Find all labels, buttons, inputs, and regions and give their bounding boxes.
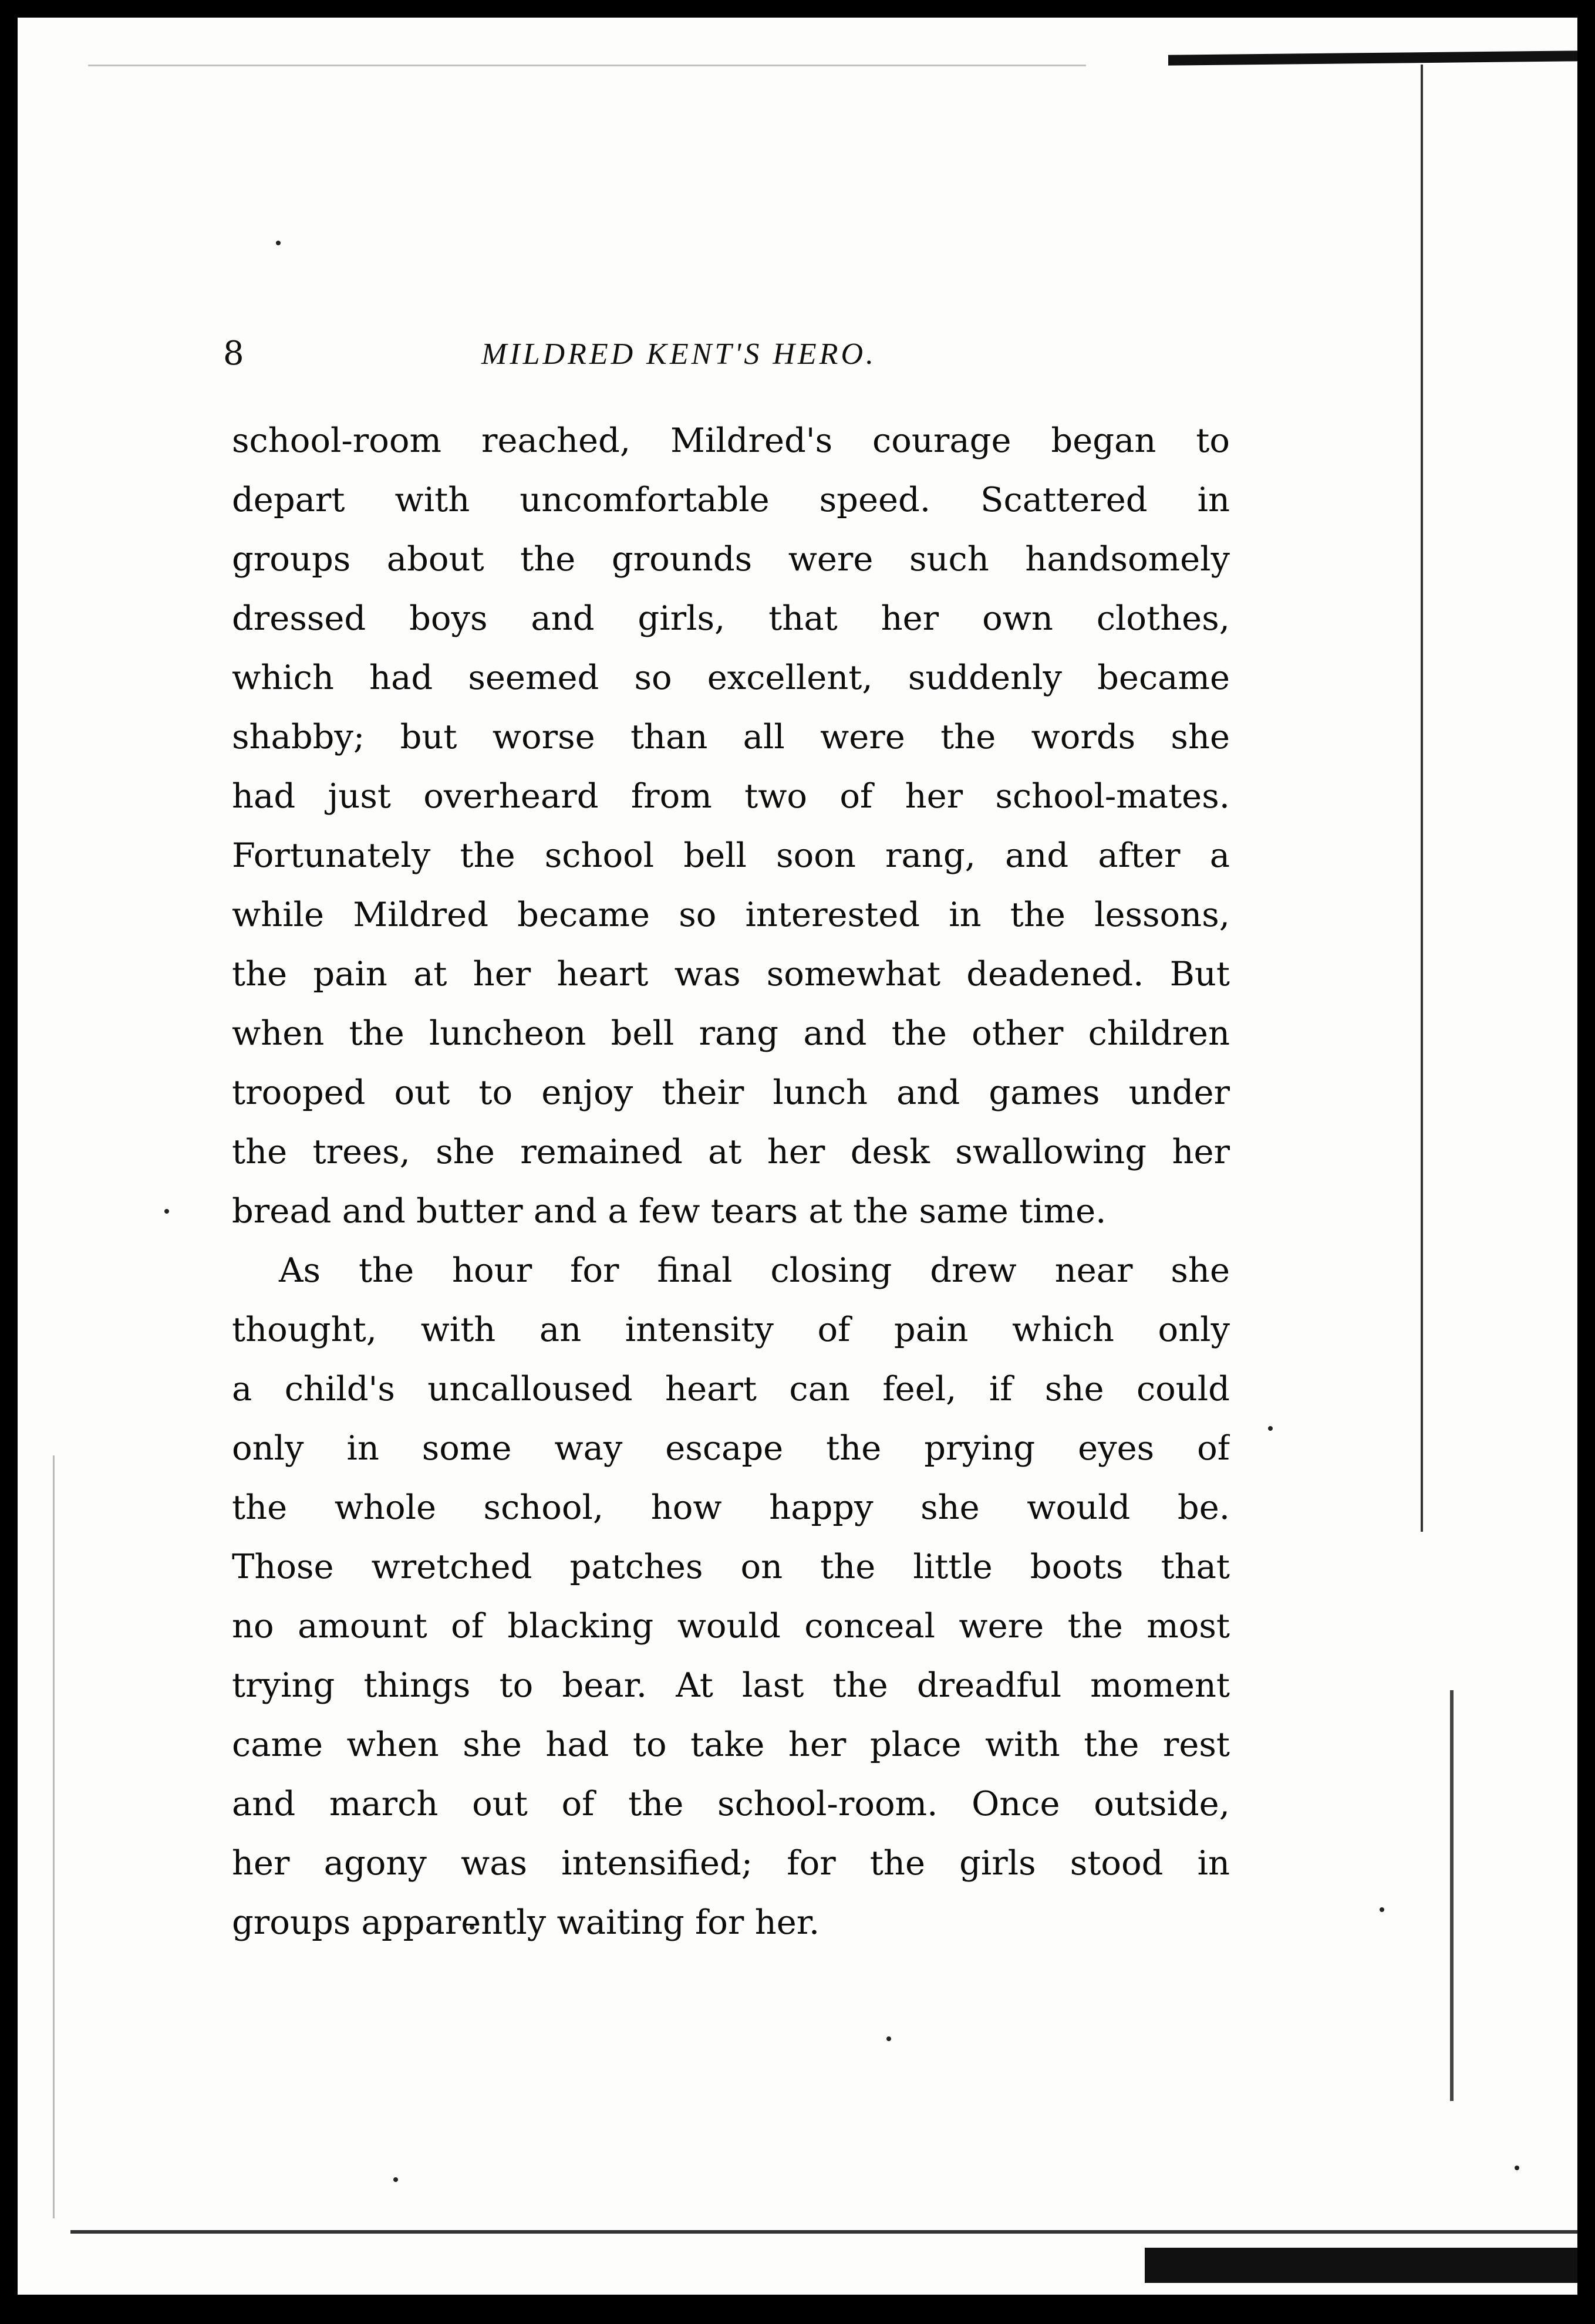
speck	[276, 241, 281, 245]
text-line: As the hour for final closing drew near she	[279, 1251, 1230, 1290]
scan-edge-right	[1421, 65, 1423, 1532]
page-number: 8	[223, 335, 244, 373]
text-line: groups about the grounds were such handsomely	[232, 539, 1230, 579]
text-line: Those wretched patches on the little boots that	[232, 1547, 1230, 1586]
text-line: Fortunately the school bell soon rang, and after a	[232, 836, 1230, 875]
text-line: no amount of blacking would conceal were the most	[232, 1606, 1230, 1646]
text-line: the whole school, how happy she would be.	[232, 1488, 1230, 1527]
text-line: her agony was intensified; for the girls stood in	[232, 1843, 1230, 1883]
text-line: the trees, she remained at her desk swallowing her	[232, 1132, 1230, 1171]
scan-edge-left	[53, 1455, 55, 2218]
text-line: when the luncheon bell rang and the other children	[232, 1014, 1230, 1053]
text-line: depart with uncomfortable speed. Scattered in	[232, 480, 1230, 519]
text-line: thought, with an intensity of pain which only	[232, 1310, 1230, 1349]
speck	[1380, 1907, 1384, 1912]
speck	[164, 1209, 169, 1214]
running-head	[223, 335, 1233, 381]
text-line: trooped out to enjoy their lunch and games under	[232, 1073, 1230, 1112]
text-line: groups apparently waiting for her.	[232, 1903, 820, 1942]
paragraph	[232, 1241, 1230, 1952]
scan-edge-top-right	[1168, 50, 1577, 65]
speck	[886, 2036, 891, 2041]
text-line: shabby; but worse than all were the words she	[232, 717, 1230, 756]
scan-dash-top	[88, 65, 1086, 66]
text-line: and march out of the school-room. Once outside,	[232, 1784, 1230, 1823]
paragraph	[232, 411, 1230, 1241]
body-text	[232, 411, 1230, 1952]
scan-edge-right-lower	[1450, 1690, 1454, 2101]
speck	[1268, 1426, 1273, 1431]
text-line: while Mildred became so interested in the lessons,	[232, 895, 1230, 934]
scan-edge-bottom	[70, 2230, 1577, 2234]
text-line: which had seemed so excellent, suddenly became	[232, 658, 1230, 697]
text-line: bread and butter and a few tears at the same time.	[232, 1191, 1107, 1231]
text-line: dressed boys and girls, that her own clothes,	[232, 599, 1230, 638]
running-title: MILDRED KENT'S HERO.	[481, 337, 876, 371]
text-line: had just overheard from two of her school-mates.	[232, 776, 1230, 816]
speck	[1515, 2166, 1519, 2170]
text-line: only in some way escape the prying eyes of	[232, 1428, 1230, 1468]
text-line: a child's uncalloused heart can feel, if she could	[232, 1369, 1230, 1408]
text-line: the pain at her heart was somewhat deadened. But	[232, 954, 1230, 994]
book-page	[18, 18, 1577, 2295]
speck	[393, 2177, 398, 2182]
scan-edge-bottom-right-bar	[1145, 2248, 1577, 2283]
text-line: school-room reached, Mildred's courage began to	[232, 421, 1230, 460]
text-line: came when she had to take her place with the rest	[232, 1725, 1230, 1764]
text-line: trying things to bear. At last the dreadful moment	[232, 1666, 1230, 1705]
